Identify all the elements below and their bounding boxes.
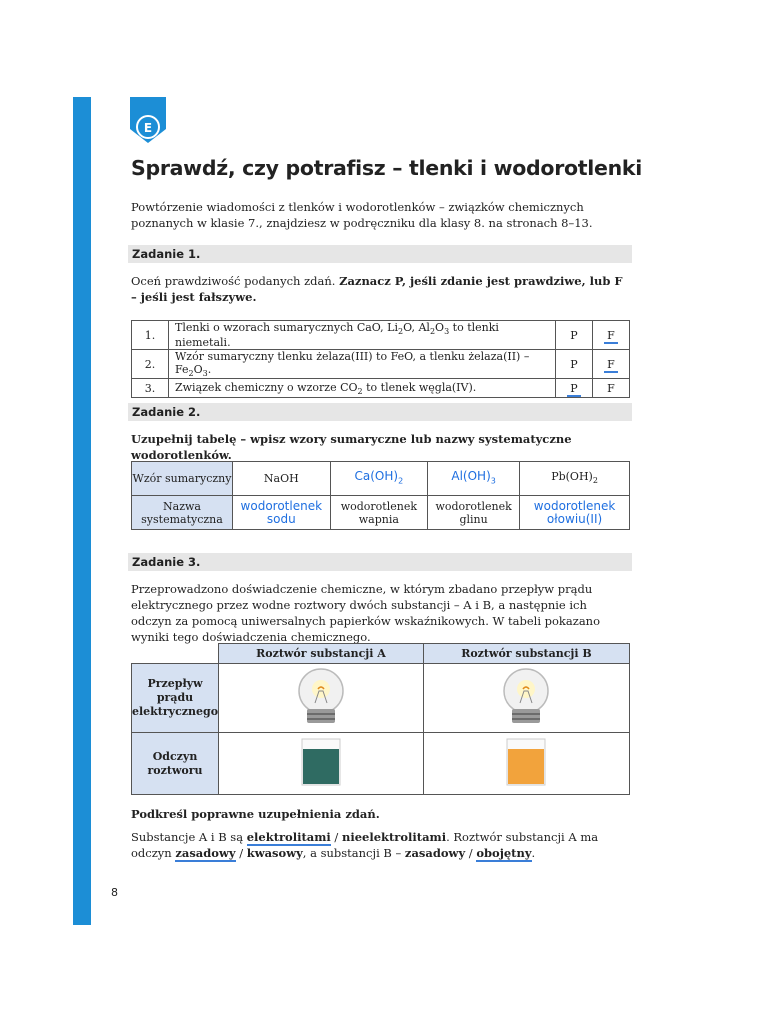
option-f[interactable]: F — [593, 350, 630, 379]
col-head-a: Roztwór substancji A — [219, 644, 424, 664]
task3-text: Przeprowadzono doświadczenie chemiczne, w którym zbadano przepływ prądu elektrycznego przez wodne roztwory dwóch substancji – A i B, a następnie ich odczyn za pomocą uniwersalnych papierków wskaźnikowych. W tabeli pokazano wyniki tego doświadczenia chemicznego. — [131, 582, 601, 644]
option-elektrolitami[interactable]: elektrolitami — [246, 830, 331, 844]
table-row — [132, 379, 630, 398]
formula-naoh: NaOH — [233, 462, 331, 496]
bulb-a — [219, 664, 424, 733]
task3-sentence: Substancje A i B są elektrolitami / nieelektrolitami. Roztwór substancji A ma odczyn zasadowy / kwasowy, a substancji B – zasadowy / obojętny. — [131, 830, 599, 860]
beaker-icon — [504, 737, 548, 787]
task1-heading: Zadanie 1. — [128, 245, 632, 263]
table-row — [132, 664, 630, 733]
page-number: 8 — [111, 886, 118, 899]
name-glinu: wodorotlenek glinu — [428, 496, 520, 530]
bulb-b — [423, 664, 629, 733]
formula-pboh2: $Pb(OH)_2$ — [520, 462, 630, 496]
task1-instruction: Oceń prawdziwość podanych zdań. Zaznacz P, jeśli zdanie jest prawdziwe, lub F – jeśli jest fałszywe. — [131, 274, 623, 304]
solution-b — [423, 733, 629, 795]
table-row — [132, 462, 630, 496]
answer-formula-aloh3[interactable]: $Al(OH)_3$ — [428, 462, 520, 496]
task3-table — [131, 643, 630, 795]
answer-name-sodu[interactable]: wodorotlenek sodu — [233, 496, 331, 530]
section-badge — [130, 97, 166, 143]
statement-2: Wzór sumaryczny tlenku żelaza(III) to FeO, a tlenku żelaza(II) – $Fe_2O_3$. — [169, 350, 556, 379]
option-nieelektrolitami[interactable]: nieelektrolitami — [341, 830, 447, 844]
row-head-current: Przepływ prądu elektrycznego — [132, 664, 219, 733]
row-head-name: Nazwa systematyczna — [132, 496, 233, 530]
page-title: Sprawdź, czy potrafisz – tlenki i wodorotlenki — [131, 156, 642, 180]
name-wapnia: wodorotlenek wapnia — [330, 496, 428, 530]
option-obojetny[interactable]: obojętny — [476, 846, 532, 860]
corner-cell — [132, 644, 219, 664]
option-p[interactable]: P — [556, 350, 593, 379]
table-row — [132, 496, 630, 530]
answer-formula-caoh2[interactable]: $Ca(OH)_2$ — [330, 462, 428, 496]
lightbulb-icon — [293, 667, 349, 727]
option-zasadowy-a[interactable]: zasadowy — [175, 846, 236, 860]
task2-table — [131, 461, 630, 530]
beaker-icon — [299, 737, 343, 787]
side-accent-bar — [73, 97, 91, 925]
col-head-b: Roztwór substancji B — [423, 644, 629, 664]
task2-heading: Zadanie 2. — [128, 403, 632, 421]
statement-1: Tlenki o wzorach sumarycznych CaO, $Li_2O$, $Al_2O_3$ to tlenki niemetali. — [169, 321, 556, 350]
lightbulb-icon — [498, 667, 554, 727]
table-row — [132, 350, 630, 379]
answer-name-olowiu[interactable]: wodorotlenek ołowiu(II) — [520, 496, 630, 530]
task2-instruction: Uzupełnij tabelę – wpisz wzory sumaryczne lub nazwy systematyczne wodorotlenków. — [131, 432, 572, 462]
table-row — [132, 733, 630, 795]
option-zasadowy-b[interactable]: zasadowy — [404, 846, 466, 860]
task1-table — [131, 320, 630, 398]
table-row — [132, 321, 630, 350]
option-kwasowy[interactable]: kwasowy — [246, 846, 303, 860]
option-f[interactable]: F — [593, 321, 630, 350]
table-row — [132, 644, 630, 664]
row-number: 3. — [132, 379, 169, 398]
row-head-formula: Wzór sumaryczny — [132, 462, 233, 496]
option-p[interactable]: P — [556, 379, 593, 398]
row-number: 2. — [132, 350, 169, 379]
option-p[interactable]: P — [556, 321, 593, 350]
solution-a — [219, 733, 424, 795]
task3-instruction: Podkreśl poprawne uzupełnienia zdań. — [131, 807, 380, 821]
task3-heading: Zadanie 3. — [128, 553, 632, 571]
option-f[interactable]: F — [593, 379, 630, 398]
statement-3: Związek chemiczny o wzorze $CO_2$ to tlenek węgla(IV). — [169, 379, 556, 398]
row-head-ph: Odczyn roztworu — [132, 733, 219, 795]
row-number: 1. — [132, 321, 169, 350]
badge-letter: E — [143, 121, 153, 135]
intro-text: Powtórzenie wiadomości z tlenków i wodorotlenków – związków chemicznych poznanych w klasie 7., znajdziesz w podręczniku dla klasy 8. na stronach 8–13. — [131, 200, 593, 230]
